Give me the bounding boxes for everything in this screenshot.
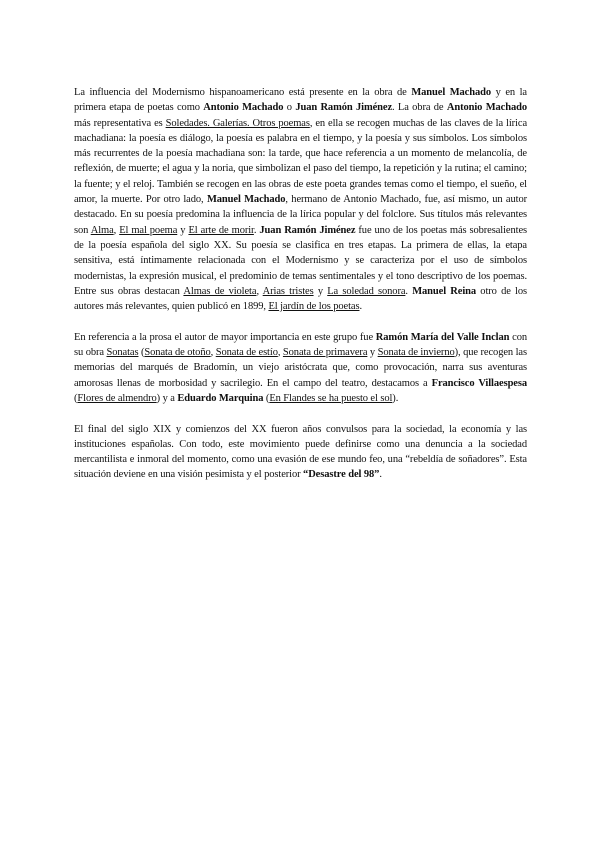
text-run: La influencia del Modernismo hispanoamericano está presente en la obra de (74, 87, 412, 98)
text-run: y (177, 224, 189, 236)
text-run: y (313, 285, 328, 297)
text-run: y (367, 347, 378, 359)
text-run: . (253, 224, 260, 236)
text-run: . La obra de (392, 102, 447, 114)
work-title: Sonata de estío (215, 347, 278, 359)
work-title: La soledad sonora (327, 285, 406, 297)
bold-name: Juan Ramón Jiménez (295, 102, 393, 114)
bold-name: Antonio Machado (203, 102, 284, 114)
text-run: El final del siglo XIX y comienzos del XX fueron años convulsos para la sociedad, la economía y las instituciones españolas. Con todo, este movimiento puede definirse como una denuncia a la sociedad mercantilista e inmoral del momento, como una evasión de ese mundo feo, una “rebeldía de soñadores”. Esta situación deviene en una visión pesimista y el posterior (74, 423, 527, 481)
text-run: , (113, 224, 120, 236)
work-title: Almas de violeta (183, 285, 257, 297)
text-run: ). (392, 392, 399, 404)
bold-name: Antonio Machado (446, 102, 527, 114)
bold-name: Manuel Machado (206, 194, 286, 206)
text-run: . (379, 469, 382, 481)
paragraph-modernismo-poesia (74, 85, 527, 314)
text-run: ( (263, 392, 270, 404)
text-run: con su obra (74, 331, 527, 359)
bold-name: Juan Ramón Jiménez (259, 224, 356, 236)
bold-name: Eduardo Marquina (177, 392, 264, 404)
paragraph-prosa-teatro (74, 330, 527, 406)
text-run: y en la primera etapa de poetas como (74, 87, 527, 114)
text-run: , (277, 347, 283, 359)
work-title: Soledades. Galerías. Otros poemas (165, 117, 310, 129)
document-page (74, 85, 527, 498)
work-title: Flores de almendro (77, 392, 157, 404)
bold-name: Ramón María del Valle Inclan (375, 331, 510, 343)
text-run: fue uno de los poetas más sobresalientes de la poesía española del siglo XX. Su poesía se clasifica en tres etapas. La primera de ellas, la etapa sensitiva, está íntimamente relacionada con el Modernismo y se caracteriza por el uso de símbolos modernistas, la expresión musical, el predominio de temas sentimentales y el tono descriptivo de los poemas. Entre sus obras destacan (74, 224, 527, 297)
text-run: ), que recogen las memorias del marqués de Bradomín, un viejo aristócrata que, como provocación, narra sus aventuras amorosas llenas de morbosidad y sacrilegio. En el campo del teatro, destacamos a (74, 347, 527, 389)
bold-name: “Desastre del 98” (303, 469, 380, 481)
work-title: En Flandes se ha puesto el sol (269, 392, 393, 404)
work-title: Sonata de primavera (282, 347, 368, 359)
text-run: , en ella se recogen muchas de las claves de la lírica machadiana: la poesía es diálogo, la poesía es palabra en el tiempo, y la poesía y sus símbolos. Los símbolos más recurrentes de la poesía machadiana son: la tarde, que hace referencia a un momento de melancolía, de reflexión, de muerte; el agua y la noria, que simbolizan el paso del tiempo, la repetición y la rutina; el camino; la fuente; y el reloj. También se recogen en las obras de este poeta grandes temas como el tiempo, el sueño, el amor, la muerte. Por otro lado, (74, 117, 527, 206)
text-run: . (405, 285, 413, 297)
work-title: Sonatas (106, 347, 139, 359)
work-title: El arte de morir (188, 224, 254, 236)
text-run: , (256, 285, 263, 297)
text-run: ) y a (156, 392, 178, 404)
text-run: ( (74, 392, 78, 404)
text-run: otro de los autores más relevantes, quien publicó en 1899, (74, 285, 527, 313)
work-title: El mal poema (119, 224, 178, 236)
paragraph-contexto-historico (74, 422, 527, 483)
work-title: Alma (90, 224, 114, 236)
text-run: ( (138, 347, 145, 359)
text-run: , (210, 347, 216, 359)
bold-name: Francisco Villaespesa (431, 377, 528, 389)
text-run: o (283, 102, 296, 114)
bold-name: Manuel Machado (411, 87, 492, 98)
text-run: más representativa es (74, 117, 166, 129)
work-title: Sonata de invierno (377, 347, 455, 359)
text-run: . (359, 301, 362, 313)
text-run: En referencia a la prosa el autor de mayor importancia en este grupo fue (74, 331, 376, 343)
work-title: El jardín de los poetas (268, 301, 360, 313)
work-title: Sonata de otoño (144, 347, 211, 359)
text-run: , hermano de Antonio Machado, fue, así mismo, un autor destacado. En su poesía predomina la influencia de la lírica popular y del folclore. Sus títulos más relevantes son (74, 194, 527, 236)
bold-name: Manuel Reina (412, 285, 477, 297)
work-title: Arias tristes (262, 285, 314, 297)
